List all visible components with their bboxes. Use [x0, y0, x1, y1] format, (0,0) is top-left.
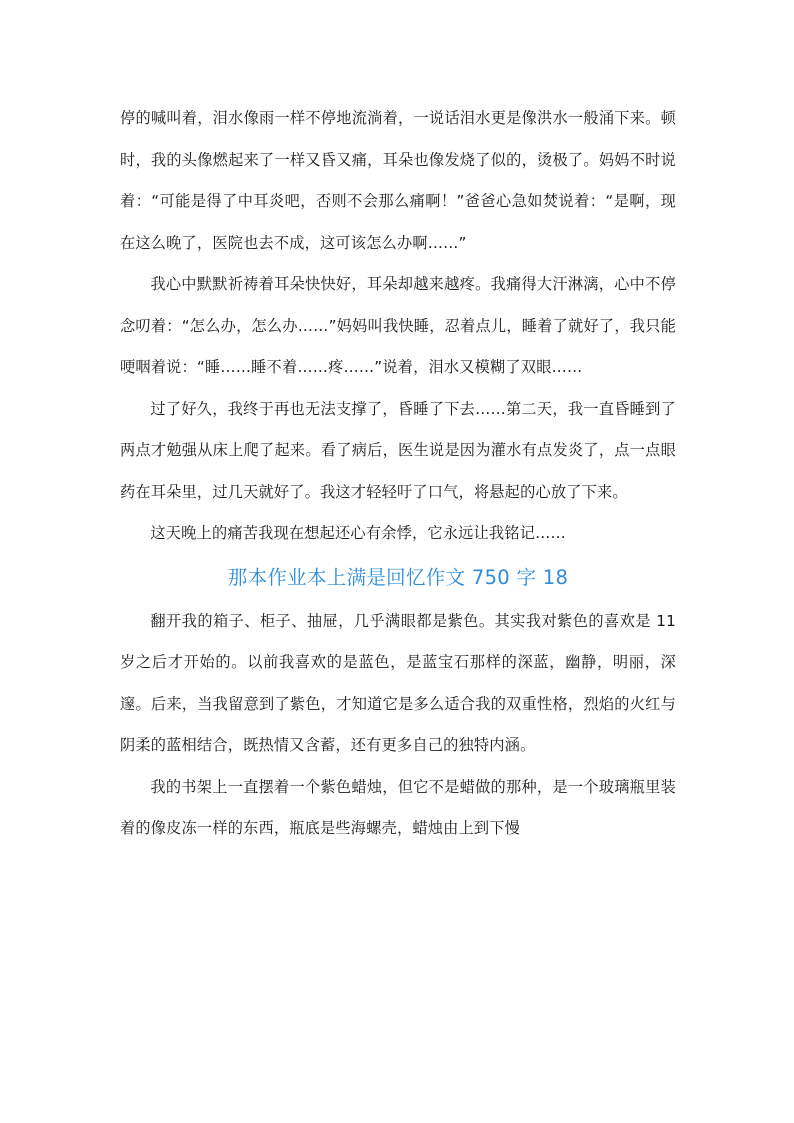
paragraph-crying: 停的喊叫着，泪水像雨一样不停地流淌着，一说话泪水更是像洪水一般涌下来。顿时，我的头像燃起来了一样又昏又痛，耳朵也像发烧了似的，烫极了。妈妈不时说着：“可能是得了中耳炎吧，否则不会那么痛啊！”爸爸心急如焚说着：“是啊，现在这么晚了，医院也去不成，这可该怎么办啊……”	[120, 109, 676, 252]
paragraph-praying: 我心中默默祈祷着耳朵快快好，耳朵却越来越疼。我痛得大汗淋漓，心中不停念叨着：“怎么办，怎么办……”妈妈叫我快睡，忍着点儿，睡着了就好了，我只能哽咽着说：“睡……睡不着……疼……”说着，泪水又模糊了双眼……	[120, 275, 676, 376]
section-heading: 那本作业本上满是回忆作文 750 字 18	[227, 565, 569, 589]
paragraph-purple: 翻开我的箱子、柜子、抽屉，几乎满眼都是紫色。其实我对紫色的喜欢是 11 岁之后才开始的。以前我喜欢的是蓝色，是蓝宝石那样的深蓝，幽静，明丽，深邃。后来，当我留意到了紫色，才知道它是多么适合我的双重性格，烈焰的火红与阴柔的蓝相结合，既热情又含蓄，还有更多自己的独特内涵。	[120, 611, 676, 754]
paragraph-next-day: 过了好久，我终于再也无法支撑了，昏睡了下去……第二天，我一直昏睡到了两点才勉强从床上爬了起来。看了病后，医生说是因为灌水有点发炎了，点一点眼药在耳朵里，过几天就好了。我这才轻轻吁了口气，将悬起的心放了下来。	[120, 399, 676, 501]
paragraph-candle: 我的书架上一直摆着一个紫色蜡烛，但它不是蜡做的那种，是一个玻璃瓶里装着的像皮冻一样的东西，瓶底是些海螺壳，蜡烛由上到下慢	[120, 777, 676, 837]
document-content	[120, 98, 676, 850]
paragraph-conclusion: 这天晚上的痛苦我现在想起还心有余悸，它永远让我铭记……	[150, 524, 566, 542]
